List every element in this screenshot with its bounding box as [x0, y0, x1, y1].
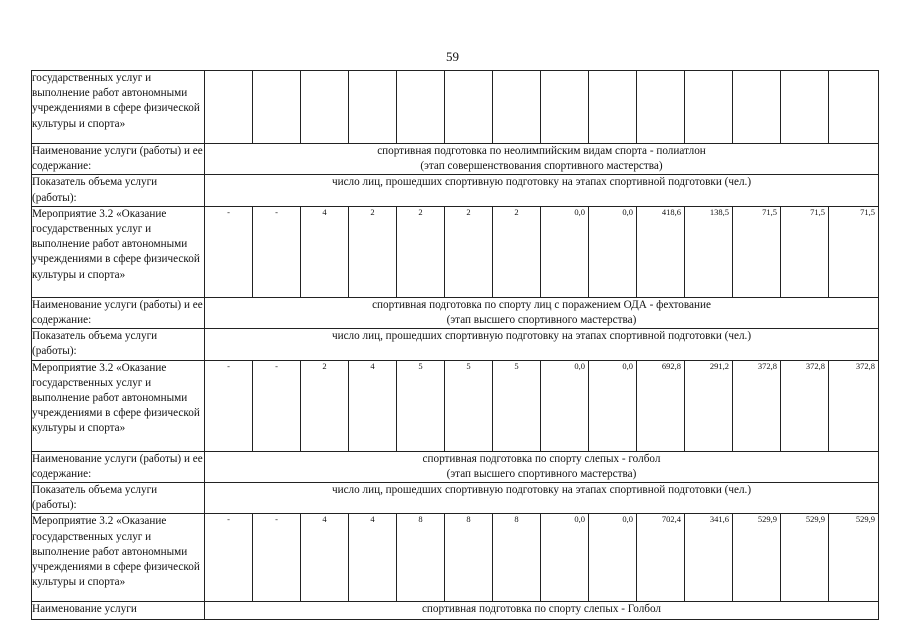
page-number: 59	[446, 49, 459, 64]
activity-label: Мероприятие 3.2 «Оказание государственных услуг и выполнение работ автономными учреждениями в сфере физической культуры и спорта»	[32, 360, 205, 451]
value-cell: 5	[397, 360, 445, 451]
value-cell: 8	[445, 514, 493, 602]
service-row	[32, 144, 879, 175]
volume-text: число лиц, прошедших спортивную подготовку на этапах спортивной подготовки (чел.)	[205, 483, 879, 514]
service-row	[32, 297, 879, 328]
value-cell: 291,2	[685, 360, 733, 451]
value-cell	[829, 71, 879, 144]
value-cell: 4	[301, 206, 349, 297]
volume-label: Показатель объема услуги (работы):	[32, 175, 205, 206]
volume-row	[32, 329, 879, 360]
service-row	[32, 451, 879, 482]
value-cell: -	[205, 360, 253, 451]
value-cell	[493, 71, 541, 144]
value-cell: 0,0	[541, 206, 589, 297]
service-description	[205, 297, 879, 328]
activity-label: государственных услуг и выполнение работ автономными учреждениями в сфере физической культуры и спорта»	[32, 71, 205, 144]
activity-label: Мероприятие 3.2 «Оказание государственных услуг и выполнение работ автономными учреждениями в сфере физической культуры и спорта»	[32, 206, 205, 297]
value-cell	[445, 71, 493, 144]
value-cell: 0,0	[589, 514, 637, 602]
value-cell: 0,0	[589, 360, 637, 451]
value-cell: 0,0	[541, 514, 589, 602]
value-cell: 418,6	[637, 206, 685, 297]
value-cell	[253, 71, 301, 144]
service-label: Наименование услуги (работы) и ее содержание:	[32, 144, 205, 175]
value-cell: -	[253, 514, 301, 602]
value-cell	[301, 71, 349, 144]
value-cell: 2	[301, 360, 349, 451]
value-cell	[637, 71, 685, 144]
value-cell: 2	[397, 206, 445, 297]
service-line: спортивная подготовка по неолимпийским видам спорта - полиатлон	[377, 145, 706, 157]
value-cell: 4	[301, 514, 349, 602]
volume-text: число лиц, прошедших спортивную подготовку на этапах спортивной подготовки (чел.)	[205, 175, 879, 206]
value-cell	[781, 71, 829, 144]
value-cell: 529,9	[829, 514, 879, 602]
continuation-row	[32, 71, 879, 144]
value-cell: 2	[349, 206, 397, 297]
service-label: Наименование услуги (работы) и ее содержание:	[32, 451, 205, 482]
value-cell: -	[253, 360, 301, 451]
activity-row	[32, 360, 879, 451]
value-cell: 71,5	[733, 206, 781, 297]
value-cell: 529,9	[733, 514, 781, 602]
value-cell	[733, 71, 781, 144]
value-cell: 0,0	[541, 360, 589, 451]
service-line: спортивная подготовка по спорту лиц с поражением ОДА - фехтование	[372, 298, 711, 311]
value-cell: 71,5	[781, 206, 829, 297]
service-description	[205, 144, 879, 175]
volume-row	[32, 175, 879, 206]
service-stage: (этап высшего спортивного мастерства)	[446, 313, 637, 326]
value-cell: 372,8	[781, 360, 829, 451]
value-cell: -	[253, 206, 301, 297]
value-cell: 341,6	[685, 514, 733, 602]
value-cell	[205, 71, 253, 144]
value-cell	[397, 71, 445, 144]
value-cell: -	[205, 514, 253, 602]
service-label: Наименование услуги (работы) и ее содержание:	[32, 297, 205, 328]
value-cell: 702,4	[637, 514, 685, 602]
volume-label: Показатель объема услуги (работы):	[32, 483, 205, 514]
value-cell	[541, 71, 589, 144]
value-cell: 692,8	[637, 360, 685, 451]
volume-label: Показатель объема услуги (работы):	[32, 329, 205, 360]
service-line: спортивная подготовка по спорту слепых - голбол	[422, 452, 661, 465]
activity-row	[32, 514, 879, 602]
service-description: спортивная подготовка по спорту слепых - Голбол	[205, 602, 879, 620]
value-cell: 5	[493, 360, 541, 451]
activity-label: Мероприятие 3.2 «Оказание государственных услуг и выполнение работ автономными учреждениями в сфере физической культуры и спорта»	[32, 514, 205, 602]
program-table	[31, 70, 879, 620]
value-cell: 372,8	[733, 360, 781, 451]
value-cell: 138,5	[685, 206, 733, 297]
value-cell: 4	[349, 360, 397, 451]
volume-text: число лиц, прошедших спортивную подготовку на этапах спортивной подготовки (чел.)	[205, 329, 879, 360]
service-stage: (этап совершенствования спортивного мастерства)	[420, 160, 663, 172]
value-cell: 0,0	[589, 206, 637, 297]
service-row	[32, 602, 879, 620]
value-cell	[685, 71, 733, 144]
value-cell: 2	[445, 206, 493, 297]
service-description	[205, 451, 879, 482]
service-stage: (этап высшего спортивного мастерства)	[446, 467, 637, 480]
value-cell	[349, 71, 397, 144]
value-cell	[589, 71, 637, 144]
value-cell: 529,9	[781, 514, 829, 602]
value-cell: 8	[493, 514, 541, 602]
value-cell: 4	[349, 514, 397, 602]
value-cell: 372,8	[829, 360, 879, 451]
value-cell: 2	[493, 206, 541, 297]
value-cell: -	[205, 206, 253, 297]
value-cell: 5	[445, 360, 493, 451]
service-label: Наименование услуги	[32, 602, 205, 620]
value-cell: 71,5	[829, 206, 879, 297]
value-cell: 8	[397, 514, 445, 602]
volume-row	[32, 483, 879, 514]
activity-row	[32, 206, 879, 297]
